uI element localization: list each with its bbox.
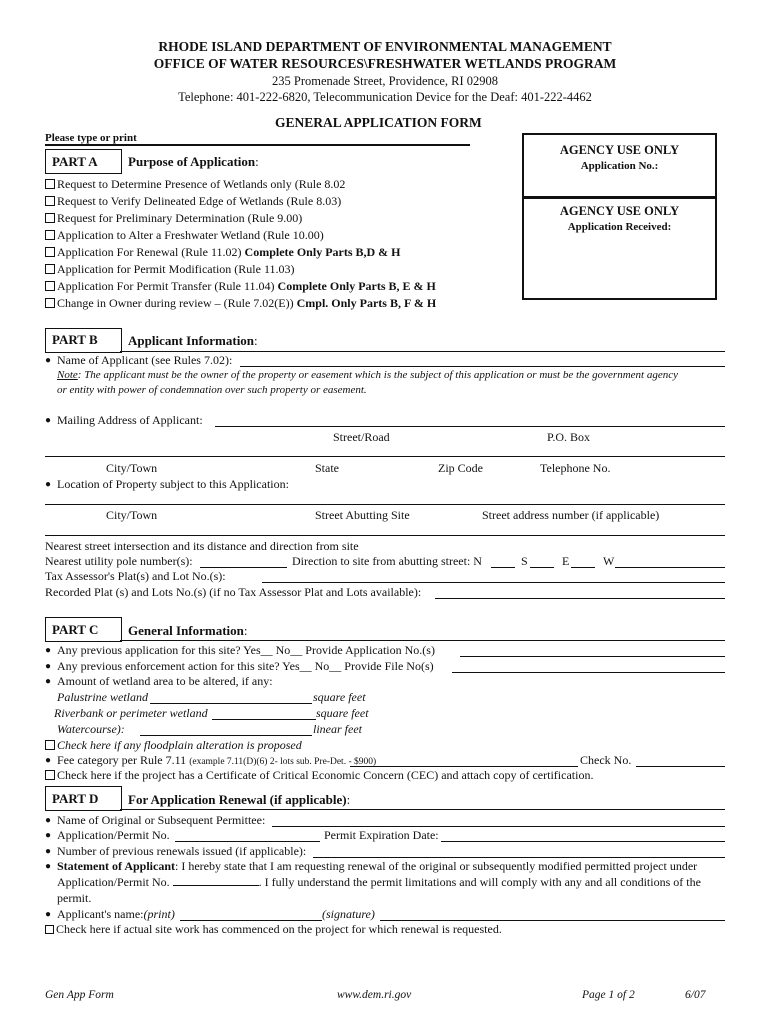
street-road-label: Street/Road (333, 430, 390, 444)
cec-check[interactable]: Check here if the project has a Certificate of Critical Economic Concern (CEC) and attach copy of certification. (45, 768, 593, 783)
zip-code-label: Zip Code (438, 461, 483, 475)
previous-application-field[interactable] (460, 656, 725, 657)
signature-label: (signature) (322, 907, 375, 921)
footer-date: 6/07 (685, 989, 706, 1001)
signature-field[interactable] (380, 920, 725, 921)
instruction: Please type or print (45, 132, 137, 144)
agency-box-2 (522, 196, 717, 300)
recorded-plat-field[interactable] (435, 598, 725, 599)
bullet: ● (45, 846, 52, 857)
mailing-address-label: Mailing Address of Applicant: (57, 413, 203, 427)
checkbox-icon[interactable] (45, 213, 55, 223)
purpose-option-label: Application For Renewal (Rule 11.02) (57, 245, 245, 259)
agency-box-1 (522, 133, 717, 199)
city-state-zip-field[interactable] (45, 456, 725, 457)
checkbox-icon[interactable] (45, 925, 54, 934)
footer-website: www.dem.ri.gov (337, 989, 412, 1001)
part-c-title: General Information: (128, 623, 248, 638)
telephone-label: Telephone No. (540, 461, 611, 475)
bullet: ● (45, 815, 52, 826)
renewals-field[interactable] (313, 857, 725, 858)
city-town-label: City/Town (106, 461, 158, 475)
agency-box-2-title: AGENCY USE ONLY (559, 204, 680, 218)
purpose-option-label: Application to Alter a Freshwater Wetland (Rule 10.00) (57, 228, 324, 242)
office-name: OFFICE OF WATER RESOURCES\FRESHWATER WETLANDS PROGRAM (153, 56, 617, 71)
bullet: ● (45, 676, 52, 687)
location-label: Location of Property subject to this Application: (57, 477, 289, 491)
part-a-label: PART A (52, 154, 98, 169)
utility-pole-label: Nearest utility pole number(s): (45, 554, 193, 568)
bullet: ● (45, 479, 52, 490)
checkbox-icon[interactable] (45, 264, 55, 274)
enforcement-field[interactable] (452, 672, 725, 673)
footer-form-name: Gen App Form (45, 989, 114, 1001)
part-d-title: For Application Renewal (if applicable): (128, 792, 351, 807)
wetland-area-label: Amount of wetland area to be altered, if any: (57, 674, 273, 688)
utility-pole-field[interactable] (200, 567, 287, 568)
riverbank-label: Riverbank or perimeter wetland (54, 706, 208, 720)
bullet: ● (45, 755, 52, 766)
purpose-option[interactable] (45, 228, 324, 243)
direction-e-field[interactable] (571, 567, 595, 568)
permit-no-label: Application/Permit No. (57, 828, 170, 842)
applicant-name-label: Name of Applicant (see Rules 7.02): (57, 353, 233, 367)
purpose-option-label: Request to Determine Presence of Wetlands only (Rule 8.02 (57, 177, 346, 191)
purpose-option-label: Change in Owner during review – (Rule 7.02(E)) (57, 296, 297, 310)
check-no-label: Check No. (580, 753, 632, 767)
purpose-option[interactable] (45, 296, 436, 311)
state-label: State (315, 461, 339, 475)
purpose-option[interactable] (45, 211, 302, 226)
purpose-option-label: Application For Permit Transfer (Rule 11.04) (57, 279, 278, 293)
footer-page: Page 1 of 2 (582, 989, 635, 1001)
statement-permit-field[interactable] (173, 875, 259, 886)
part-c-rule (120, 640, 725, 641)
applicant-name-label-d: Applicant's name:(print) (57, 907, 175, 921)
bullet: ● (45, 645, 52, 656)
watercourse-field[interactable] (140, 735, 312, 736)
purpose-option[interactable] (45, 279, 436, 294)
previous-application-label: Any previous application for this site? Yes__ No__ Provide Application No.(s) (57, 643, 435, 657)
statement-label: Statement of Applicant: I hereby state that I am requesting renewal of the original or subsequently modified permitted project under (57, 859, 698, 873)
purpose-option-note: Complete Only Parts B,D & H (244, 245, 401, 259)
street-number-label: Street address number (if applicable) (482, 508, 660, 522)
direction-s-field[interactable] (530, 567, 554, 568)
purpose-option-label: Application for Permit Modification (Rule 11.03) (57, 262, 295, 276)
watercourse-label: Watercourse): (57, 722, 125, 736)
street-abutting-label: Street Abutting Site (315, 508, 410, 522)
palustrine-field[interactable] (150, 703, 312, 704)
form-title: GENERAL APPLICATION FORM (275, 115, 482, 130)
application-no-label: Application No.: (580, 160, 659, 172)
application-received-label: Application Received: (567, 221, 672, 233)
original-permittee-field[interactable] (272, 826, 725, 827)
direction-e-label: E (562, 554, 570, 568)
original-permittee-label: Name of Original or Subsequent Permittee: (57, 813, 266, 827)
watercourse-unit: linear feet (313, 722, 362, 736)
statement-line-2: Application/Permit No. . I fully understand the permit limitations and will comply with any and all conditions of the (57, 875, 701, 889)
address: 235 Promenade Street, Providence, RI 02908 (272, 74, 498, 88)
palustrine-unit: square feet (313, 690, 366, 704)
checkbox-icon[interactable] (45, 770, 55, 780)
tax-assessor-label: Tax Assessor's Plat(s) and Lot No.(s): (45, 569, 226, 583)
note: Note: The applicant must be the owner of the property or easement which is the subject of this application or must be the government agency (57, 369, 678, 381)
note-line-2: or entity with power of condemnation over such property or easement. (57, 384, 367, 396)
applicant-name-field[interactable] (240, 366, 725, 367)
checkbox-icon[interactable] (45, 298, 55, 308)
bullet: ● (45, 355, 52, 366)
direction-w-field[interactable] (615, 567, 725, 568)
bullet: ● (45, 909, 52, 920)
check-no-field[interactable] (636, 766, 725, 767)
purpose-option[interactable] (45, 177, 345, 192)
commenced-check[interactable]: Check here if actual site work has commenced on the project for which renewal is requested. (45, 922, 502, 937)
direction-n-field[interactable] (491, 567, 515, 568)
bullet: ● (45, 661, 52, 672)
fee-category-field[interactable] (350, 766, 578, 767)
purpose-option[interactable] (45, 194, 341, 209)
po-box-label: P.O. Box (547, 430, 591, 444)
checkbox-icon[interactable] (45, 230, 55, 240)
riverbank-unit: square feet (316, 706, 369, 720)
expiration-label: Permit Expiration Date: (324, 828, 439, 842)
nearest-intersection-label: Nearest street intersection and its distance and direction from site (45, 539, 359, 553)
phone: Telephone: 401-222-6820, Telecommunication Device for the Deaf: 401-222-4462 (178, 90, 592, 104)
purpose-option-note: Complete Only Parts B, E & H (277, 279, 436, 293)
renewals-label: Number of previous renewals issued (if applicable): (57, 844, 307, 858)
location-city-label: City/Town (106, 508, 158, 522)
mailing-address-field[interactable] (215, 426, 725, 427)
floodplain-check[interactable]: Check here if any floodplain alteration is proposed (45, 738, 302, 753)
enforcement-label: Any previous enforcement action for this site? Yes__ No__ Provide File No(s) (57, 659, 434, 673)
recorded-plat-label: Recorded Plat (s) and Lots No.(s) (if no Tax Assessor Plat and Lots available): (45, 585, 422, 599)
fee-category-label: Fee category per Rule 7.11 (example 7.11(D)(6) 2- lots sub. Pre-Det. - $900) (57, 753, 377, 767)
bullet: ● (45, 415, 52, 426)
part-d-label: PART D (52, 791, 99, 806)
part-c-label: PART C (52, 622, 99, 637)
purpose-option[interactable] (45, 262, 295, 277)
direction-label: Direction to site from abutting street: N (292, 554, 482, 568)
tax-assessor-field[interactable] (262, 582, 725, 583)
part-b-title: Applicant Information: (128, 333, 258, 348)
agency-box-1-title: AGENCY USE ONLY (559, 143, 680, 157)
part-b-rule (120, 351, 725, 352)
purpose-option[interactable] (45, 245, 401, 260)
bullet: ● (45, 830, 52, 841)
statement-line-3: permit. (57, 891, 92, 905)
part-b-label: PART B (52, 332, 98, 347)
expiration-field[interactable] (441, 841, 725, 842)
location-field-2[interactable] (45, 535, 725, 536)
checkbox-icon[interactable] (45, 196, 55, 206)
purpose-option-label: Request for Preliminary Determination (Rule 9.00) (57, 211, 303, 225)
print-name-field[interactable] (180, 920, 322, 921)
part-a-top-rule (45, 144, 470, 146)
agency-name: RHODE ISLAND DEPARTMENT OF ENVIRONMENTAL MANAGEMENT (158, 39, 612, 54)
checkbox-icon[interactable] (45, 740, 55, 750)
direction-s-label: S (521, 554, 528, 568)
checkbox-icon[interactable] (45, 179, 55, 189)
checkbox-icon[interactable] (45, 247, 55, 257)
bullet: ● (45, 861, 52, 872)
purpose-option-note: Cmpl. Only Parts B, F & H (296, 296, 437, 310)
palustrine-label: Palustrine wetland (57, 690, 148, 704)
location-field[interactable] (45, 504, 725, 505)
direction-w-label: W (603, 554, 615, 568)
riverbank-field[interactable] (212, 719, 316, 720)
checkbox-icon[interactable] (45, 281, 55, 291)
permit-no-field[interactable] (175, 841, 320, 842)
part-d-rule (120, 809, 725, 810)
purpose-option-label: Request to Verify Delineated Edge of Wetlands (Rule 8.03) (57, 194, 342, 208)
part-a-title: Purpose of Application: (128, 154, 259, 169)
